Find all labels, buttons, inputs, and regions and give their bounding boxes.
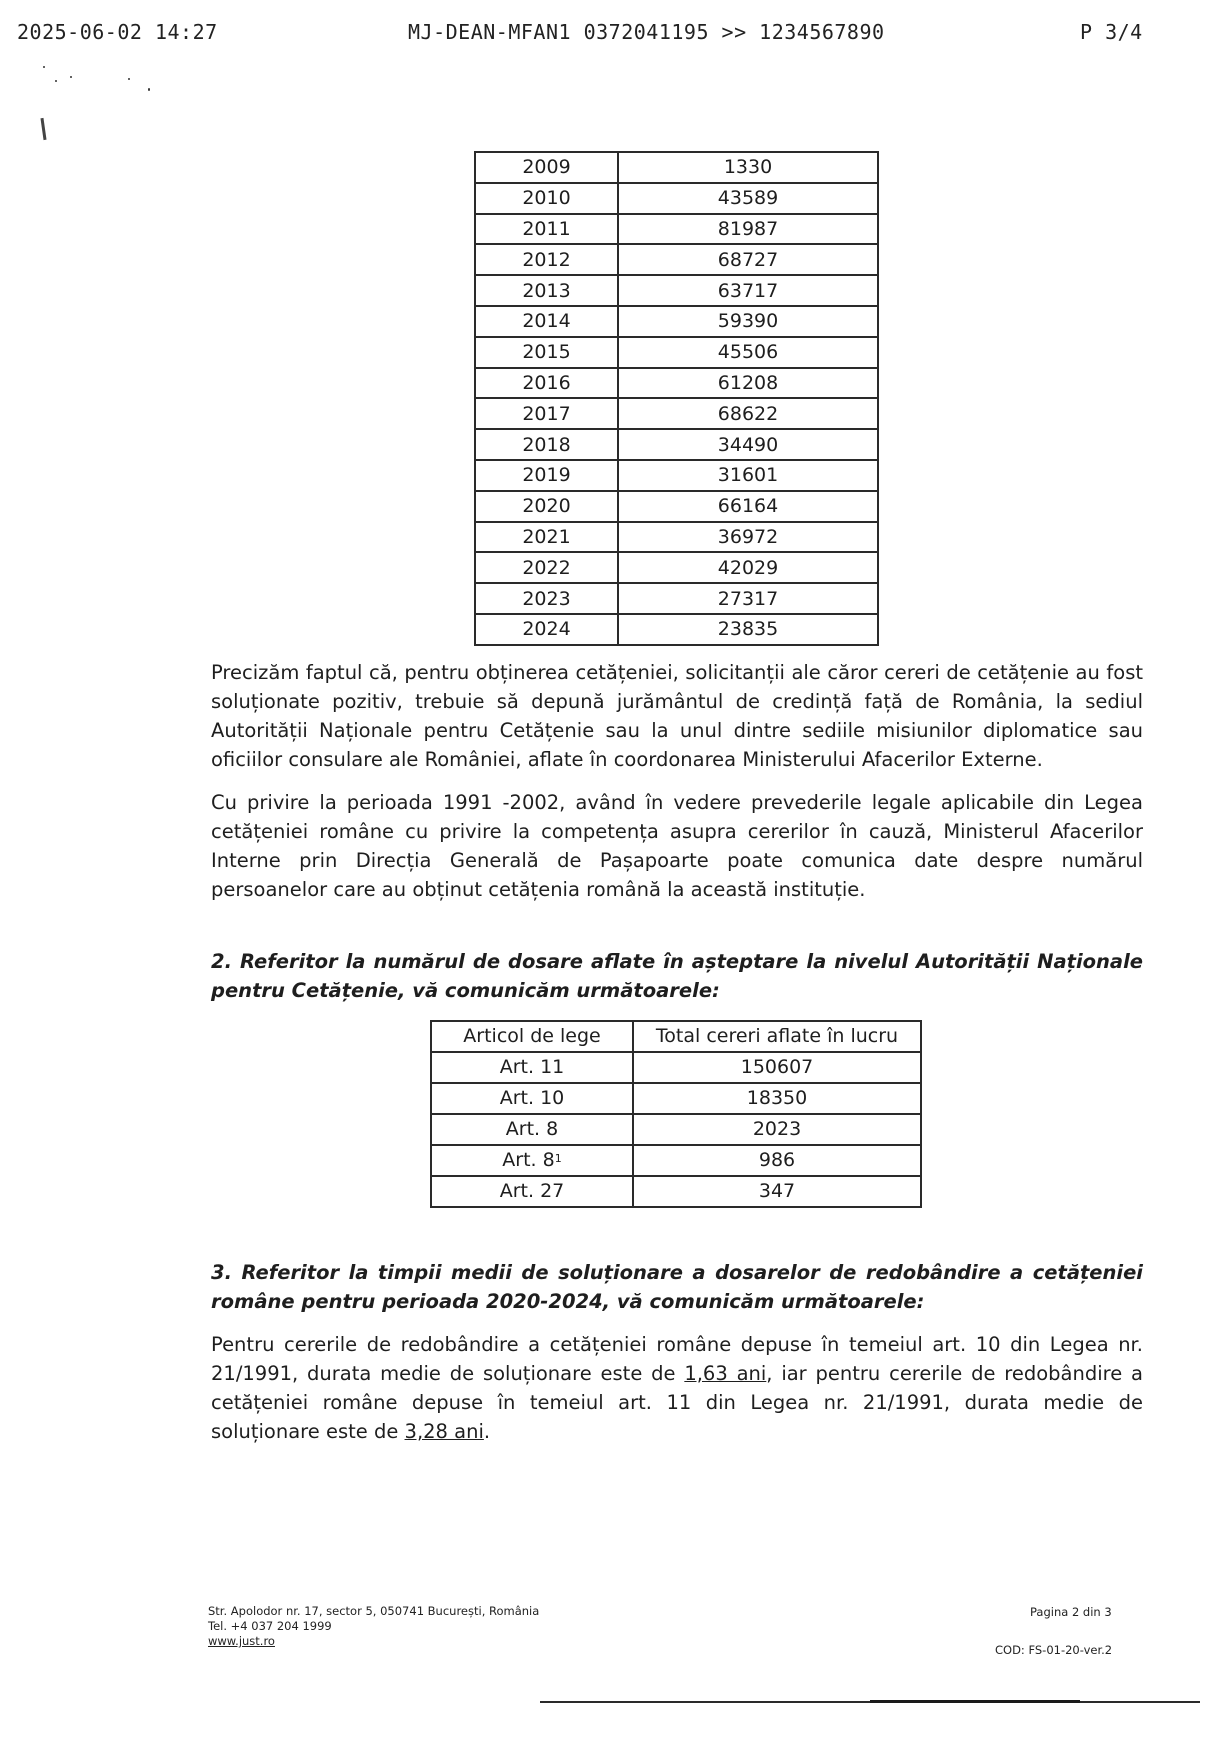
table-row — [475, 460, 878, 491]
article-label: Art. 8 — [502, 1149, 555, 1171]
table-row — [475, 183, 878, 214]
table-row — [475, 583, 878, 614]
scan-mark — [40, 118, 46, 140]
table-row — [475, 429, 878, 460]
table-row — [475, 398, 878, 429]
value-cell: 81987 — [618, 214, 878, 245]
table-row — [475, 275, 878, 306]
footer-phone: Tel. +4 037 204 1999 — [208, 1619, 332, 1633]
fax-timestamp: 2025-06-02 14:27 — [17, 20, 218, 44]
table-row — [475, 244, 878, 275]
table-row — [475, 522, 878, 553]
value-cell: 1330 — [618, 152, 878, 183]
scan-speck — [55, 80, 57, 82]
footer-contact — [208, 1604, 539, 1649]
section-3-heading: 3. Referitor la timpii medii de soluționare a dosarelor de redobândire a cetățeniei române pentru perioada 2020-2024, vă comunicăm următoarele: — [211, 1261, 1143, 1313]
footer-divider-accent — [870, 1700, 1080, 1703]
section-2-heading: 2. Referitor la numărul de dosare aflate în așteptare la nivelul Autorității Naționale pentru Cetățenie, vă comunicăm următoarele: — [211, 950, 1143, 1002]
value-cell: 31601 — [618, 460, 878, 491]
value-cell: 42029 — [618, 552, 878, 583]
article-cell — [431, 1114, 633, 1145]
column-header-article: Articol de lege — [431, 1021, 633, 1052]
year-cell: 2020 — [475, 491, 618, 522]
footer-page-label: Pagina 2 din 3 — [1030, 1605, 1112, 1619]
article-label: Art. 10 — [499, 1087, 565, 1109]
footer-address: Str. Apolodor nr. 17, sector 5, 050741 București, România — [208, 1604, 540, 1618]
article-superscript: 1 — [554, 1152, 562, 1165]
value-cell: 27317 — [618, 583, 878, 614]
table-row — [475, 614, 878, 645]
value-cell: 23835 — [618, 614, 878, 645]
total-cell: 347 — [633, 1176, 921, 1207]
year-cell: 2012 — [475, 244, 618, 275]
footer-website-link[interactable]: www.just.ro — [208, 1634, 275, 1648]
table-row — [475, 552, 878, 583]
total-cell: 18350 — [633, 1083, 921, 1114]
article-cell — [431, 1176, 633, 1207]
year-cell: 2014 — [475, 306, 618, 337]
duration-art11: 3,28 ani — [404, 1420, 484, 1443]
value-cell: 68727 — [618, 244, 878, 275]
year-cell: 2017 — [475, 398, 618, 429]
text-segment: . — [483, 1420, 491, 1443]
citizenship-by-year-table — [474, 151, 879, 646]
paragraph-period-1991-2002: Cu privire la perioada 1991 -2002, având în vedere prevederile legale aplicabile din Legea cetățeniei române cu privire la competența asupra cererilor în cauză, Ministerul Afacerilor Interne prin Direcția Generală de Pașapoarte poate comunica date despre numărul persoanelor care au obținut cetățenia română la această instituție. — [211, 791, 1143, 901]
footer-document-code: COD: FS-01-20-ver.2 — [995, 1643, 1113, 1657]
year-cell: 2019 — [475, 460, 618, 491]
value-cell: 68622 — [618, 398, 878, 429]
fax-page-number: P 3/4 — [1080, 20, 1143, 44]
fax-route: MJ-DEAN-MFAN1 0372041195 >> 1234567890 — [408, 20, 885, 44]
paragraph-average-duration — [211, 1330, 1143, 1446]
text-segment: Pentru cererile de redobândire a cetățeniei române depuse în temeiul art. 10 din Legea nr. 21/1991, durata medie de soluționare este de — [211, 1333, 1143, 1385]
article-label: Art. 27 — [499, 1180, 565, 1202]
article-label: Art. 11 — [499, 1056, 565, 1078]
value-cell: 43589 — [618, 183, 878, 214]
value-cell: 61208 — [618, 368, 878, 399]
scan-speck — [43, 66, 45, 68]
table-row — [475, 491, 878, 522]
year-cell: 2009 — [475, 152, 618, 183]
article-cell — [431, 1145, 633, 1176]
value-cell: 34490 — [618, 429, 878, 460]
year-cell: 2018 — [475, 429, 618, 460]
text-segment: , iar pentru cererile de redobândire a cetățeniei române depuse în temeiul art. 11 din Legea nr. 21/1991, durata medie de soluționare este de — [211, 1362, 1143, 1443]
value-cell: 63717 — [618, 275, 878, 306]
table-row — [431, 1114, 921, 1145]
scan-speck — [128, 78, 130, 80]
year-cell: 2023 — [475, 583, 618, 614]
article-label: Art. 8 — [505, 1118, 559, 1140]
article-cell — [431, 1083, 633, 1114]
table-row — [431, 1176, 921, 1207]
table-row — [475, 337, 878, 368]
total-cell: 986 — [633, 1145, 921, 1176]
fax-header — [0, 20, 1228, 50]
table-row — [475, 214, 878, 245]
paragraph-oath: Precizăm faptul că, pentru obținerea cetățeniei, solicitanții ale căror cereri de cetățenie au fost soluționate pozitiv, trebuie să depună jurământul de credință față de România, la sediul Autorității Naționale pentru Cetățenie sau la unul dintre sediile misiunilor diplomatice sau oficiilor consulare ale României, aflate în coordonarea Ministerului Afacerilor Externe. — [211, 661, 1143, 771]
scan-speck — [148, 88, 150, 91]
table-row — [475, 306, 878, 337]
duration-art10: 1,63 ani — [684, 1362, 767, 1385]
table-row — [431, 1145, 921, 1176]
total-cell: 150607 — [633, 1052, 921, 1083]
article-cell — [431, 1052, 633, 1083]
value-cell: 59390 — [618, 306, 878, 337]
total-cell: 2023 — [633, 1114, 921, 1145]
column-header-total: Total cereri aflate în lucru — [633, 1021, 921, 1052]
table-row — [475, 368, 878, 399]
year-cell: 2010 — [475, 183, 618, 214]
table-header-row — [431, 1021, 921, 1052]
table-row — [431, 1083, 921, 1114]
scan-speck — [70, 76, 72, 78]
year-cell: 2013 — [475, 275, 618, 306]
value-cell: 36972 — [618, 522, 878, 553]
year-cell: 2011 — [475, 214, 618, 245]
year-cell: 2024 — [475, 614, 618, 645]
year-cell: 2021 — [475, 522, 618, 553]
pending-files-table — [430, 1020, 922, 1208]
year-cell: 2022 — [475, 552, 618, 583]
year-cell: 2015 — [475, 337, 618, 368]
table-row — [431, 1052, 921, 1083]
table-row — [475, 152, 878, 183]
year-cell: 2016 — [475, 368, 618, 399]
value-cell: 66164 — [618, 491, 878, 522]
value-cell: 45506 — [618, 337, 878, 368]
